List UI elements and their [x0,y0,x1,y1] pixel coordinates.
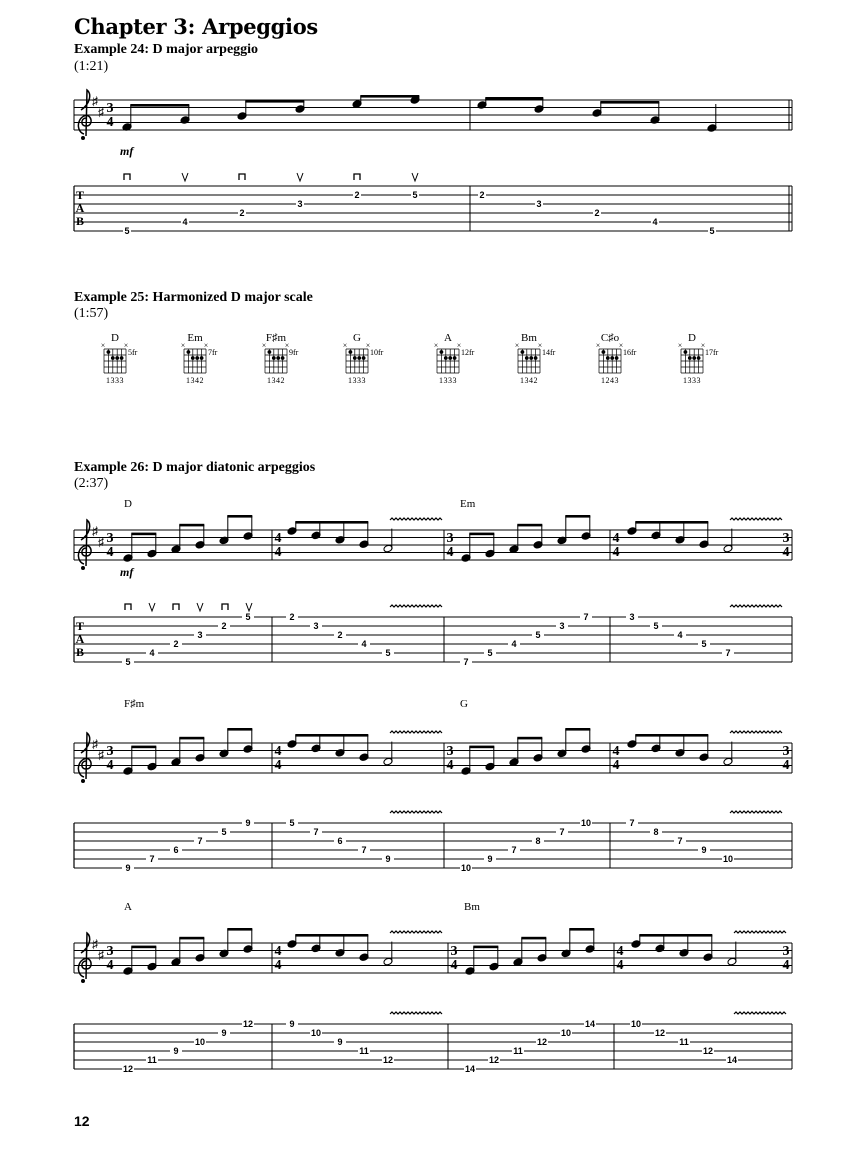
muted-string-mark: × [342,341,348,350]
finger-dot [606,356,610,360]
time-signature-bottom: 4 [612,758,620,773]
tab-fret-number: 7 [559,827,565,837]
vibrato-mark [734,931,786,933]
tab-fret-number: 9 [385,854,391,864]
finger-dot [107,350,111,354]
tab-fret-number: 12 [382,1055,394,1065]
finger-dot [120,356,124,360]
time-signature-top: 3 [106,744,114,759]
time-signature-top: 4 [274,944,282,959]
time-signature-top: 4 [612,744,620,759]
note-beam [635,521,708,524]
chord-diagram [343,341,384,385]
fret-position-label: 17fr [705,348,719,357]
vibrato-mark [390,518,442,520]
tab-fret-number: 5 [385,648,391,658]
tab-fret-number: 14 [464,1064,476,1074]
finger-dot [688,356,692,360]
tab-fret-number: 12 [122,1064,134,1074]
time-signature-top: 3 [782,944,790,959]
downstroke-mark [125,604,131,610]
example-24-time: (1:21) [74,59,109,74]
finger-dot [615,356,619,360]
tab-fret-number: 6 [337,836,343,846]
key-signature-sharp: ♯ [92,937,98,951]
arpeggio-chord-name: Em [460,498,476,510]
tab-clef-letter: A [75,632,85,646]
treble-clef-shape [78,90,91,136]
upstroke-mark [412,173,418,181]
tab-fret-number: 7 [511,845,517,855]
time-signature-bottom: 4 [612,545,620,560]
tab-fret-number: 2 [289,612,295,622]
finger-dot [268,350,272,354]
tab-fret-number: 5 [709,226,715,236]
vibrato-mark [390,731,442,733]
note-beam [473,946,498,949]
note-beam [469,533,494,536]
tab-fret-number: 4 [652,217,658,227]
finger-dot [448,356,452,360]
time-signature-top: 3 [106,531,114,546]
note-beam [131,946,156,949]
tab-clef-letter: B [75,214,85,228]
note-beam [295,521,368,524]
vibrato-mark [390,931,442,933]
tab-fret-number: 9 [701,845,707,855]
arpeggio-chord-name: A [124,901,132,913]
muted-string-mark: × [100,341,106,350]
example-25-title: Example 25: Harmonized D major scale [74,290,313,305]
time-signature-bottom: 4 [450,958,458,973]
finger-dot [115,356,119,360]
finger-dot [349,350,353,354]
tab-fret-number: 4 [677,630,683,640]
treble-clef-tail [81,779,85,783]
fret-position-label: 9fr [289,348,299,357]
note-beam [245,100,304,103]
note-beam [600,101,659,104]
note-beam [295,734,368,737]
upstroke-mark [182,173,188,181]
upstroke-mark [149,603,155,611]
note-beam [639,934,712,937]
vibrato-mark [734,1012,786,1014]
chord-fingering: 1342 [267,376,285,385]
finger-dot [692,356,696,360]
tab-fret-number: 10 [310,1028,322,1038]
time-signature-bottom: 4 [446,545,454,560]
finger-dot [525,356,529,360]
muted-string-mark: × [261,341,267,350]
treble-clef-tail [81,979,85,983]
key-signature-sharp: ♯ [92,737,98,751]
chord-name: Bm [521,332,537,344]
muted-string-mark: × [433,341,439,350]
time-signature-bottom: 4 [106,545,114,560]
time-signature-bottom: 4 [106,115,114,130]
upstroke-mark [297,173,303,181]
fret-position-label: 5fr [128,348,138,357]
note-beam [485,97,543,100]
finger-dot [191,356,195,360]
chord-name: C♯o [600,332,620,344]
downstroke-mark [354,174,360,180]
vibrato-mark [730,518,782,520]
finger-dot [529,356,533,360]
note-beam [517,524,542,527]
time-signature-top: 3 [450,944,458,959]
time-signature-top: 4 [274,744,282,759]
arpeggio-chord-name: F♯m [124,698,145,710]
tab-fret-number: 5 [701,639,707,649]
treble-clef-tail [81,566,85,570]
tab-fret-number: 3 [559,621,565,631]
muted-string-mark: × [595,341,601,350]
tab-fret-number: 3 [197,630,203,640]
note-beam [131,746,156,749]
time-signature-top: 4 [612,531,620,546]
tab-fret-number: 3 [629,612,635,622]
muted-string-mark: × [700,341,706,350]
time-signature-bottom: 4 [274,758,282,773]
page-number: 12 [74,1113,90,1129]
tab-fret-number: 12 [654,1028,666,1038]
time-signature-top: 3 [782,531,790,546]
chord-name: D [111,332,119,344]
fret-position-label: 12fr [461,348,475,357]
muted-string-mark: × [618,341,624,350]
finger-dot [444,356,448,360]
time-signature-top: 3 [106,101,114,116]
tab-fret-number: 5 [653,621,659,631]
note-beam [179,937,204,940]
tab-fret-number: 7 [629,818,635,828]
fret-position-label: 16fr [623,348,637,357]
arpeggio-chord-name: Bm [464,901,480,913]
vibrato-mark [390,811,442,813]
tab-fret-number: 2 [479,190,485,200]
chord-diagram [515,341,556,385]
tab-fret-number: 9 [337,1037,343,1047]
chord-diagram [596,341,637,385]
finger-dot [276,356,280,360]
chord-diagram [262,341,299,385]
treble-clef-shape [78,933,91,979]
tab-fret-number: 8 [535,836,541,846]
time-signature-bottom: 4 [446,758,454,773]
tab-fret-number: 7 [197,836,203,846]
tab-fret-number: 11 [147,1055,157,1065]
finger-dot [684,350,688,354]
tab-fret-number: 3 [297,199,303,209]
tab-fret-number: 5 [535,630,541,640]
muted-string-mark: × [203,341,209,350]
treble-clef-tail [81,136,85,140]
example-26-time: (2:37) [74,476,109,491]
chord-fingering: 1342 [520,376,538,385]
tab-fret-number: 6 [173,845,179,855]
tab-fret-number: 7 [361,845,367,855]
tab-fret-number: 12 [488,1055,500,1065]
finger-dot [281,356,285,360]
finger-dot [357,356,361,360]
example-26-title: Example 26: D major diatonic arpeggios [74,460,316,475]
note-beam [517,737,542,740]
vibrato-mark [730,811,782,813]
finger-dot [440,350,444,354]
tab-fret-number: 4 [149,648,155,658]
note-beam [469,746,494,749]
tab-fret-number: 2 [239,208,245,218]
chord-diagram [434,341,475,385]
tab-fret-number: 5 [245,612,251,622]
dynamic-marking: mf [120,565,134,579]
finger-dot [697,356,701,360]
chord-diagram [181,341,218,385]
chord-name: Em [187,332,203,344]
chord-name: A [444,332,452,344]
note-beam [131,533,156,536]
tab-fret-number: 2 [594,208,600,218]
upstroke-mark [197,603,203,611]
muted-string-mark: × [677,341,683,350]
muted-string-mark: × [123,341,129,350]
tab-fret-number: 7 [583,612,589,622]
vibrato-mark [390,605,442,607]
vibrato-mark [390,1012,442,1014]
muted-string-mark: × [456,341,462,350]
tab-fret-number: 5 [124,226,130,236]
key-signature-sharp: ♯ [98,535,104,549]
tab-fret-number: 11 [679,1037,689,1047]
tab-fret-number: 4 [361,639,367,649]
tab-fret-number: 10 [194,1037,206,1047]
treble-clef-shape [78,733,91,779]
finger-dot [362,356,366,360]
key-signature-sharp: ♯ [98,748,104,762]
tab-fret-number: 7 [313,827,319,837]
time-signature-top: 4 [274,531,282,546]
tab-fret-number: 9 [245,818,251,828]
finger-dot [200,356,204,360]
tab-fret-number: 9 [221,1028,227,1038]
note-beam [565,515,590,518]
key-signature-sharp: ♯ [92,524,98,538]
tab-clef-letter: B [75,645,85,659]
note-beam [227,515,252,518]
muted-string-mark: × [284,341,290,350]
downstroke-mark [173,604,179,610]
muted-string-mark: × [537,341,543,350]
chord-name: D [688,332,696,344]
tab-fret-number: 10 [580,818,592,828]
chord-fingering: 1333 [439,376,457,385]
tab-fret-number: 7 [463,657,469,667]
tab-fret-number: 5 [412,190,418,200]
fret-position-label: 14fr [542,348,556,357]
key-signature-sharp: ♯ [92,94,98,108]
key-signature-sharp: ♯ [98,948,104,962]
tab-fret-number: 2 [173,639,179,649]
finger-dot [534,356,538,360]
tab-fret-number: 12 [536,1037,548,1047]
tab-fret-number: 9 [173,1046,179,1056]
time-signature-top: 3 [446,531,454,546]
tab-fret-number: 10 [460,863,472,873]
chord-fingering: 1342 [186,376,204,385]
tab-clef-letter: T [75,188,85,202]
note-beam [130,104,189,107]
tab-fret-number: 9 [289,1019,295,1029]
tab-fret-number: 12 [242,1019,254,1029]
chord-name: G [353,332,361,344]
time-signature-bottom: 4 [782,758,790,773]
time-signature-bottom: 4 [106,958,114,973]
finger-dot [521,350,525,354]
tab-fret-number: 10 [722,854,734,864]
time-signature-top: 3 [782,744,790,759]
vibrato-mark [730,731,782,733]
arpeggio-chord-name: D [124,498,132,510]
tab-fret-number: 4 [182,217,188,227]
time-signature-top: 4 [616,944,624,959]
example-24-title: Example 24: D major arpeggio [74,42,259,57]
time-signature-bottom: 4 [782,545,790,560]
arpeggio-chord-name: G [460,698,468,710]
finger-dot [272,356,276,360]
time-signature-bottom: 4 [274,545,282,560]
tab-fret-number: 9 [125,863,131,873]
chord-fingering: 1333 [683,376,701,385]
chord-fingering: 1333 [348,376,366,385]
time-signature-top: 3 [106,944,114,959]
treble-clef-shape [78,520,91,566]
chord-name: F♯m [265,332,287,344]
tab-clef-letter: T [75,619,85,633]
note-beam [295,934,368,937]
tab-fret-number: 4 [511,639,517,649]
tab-fret-number: 10 [560,1028,572,1038]
downstroke-mark [239,174,245,180]
tab-fret-number: 2 [221,621,227,631]
tab-fret-number: 14 [584,1019,596,1029]
tab-fret-number: 7 [149,854,155,864]
note-beam [179,737,204,740]
tab-fret-number: 8 [653,827,659,837]
tab-fret-number: 11 [359,1046,369,1056]
tab-fret-number: 9 [487,854,493,864]
time-signature-top: 3 [446,744,454,759]
tab-fret-number: 12 [702,1046,714,1056]
muted-string-mark: × [514,341,520,350]
finger-dot [195,356,199,360]
example-25-time: (1:57) [74,306,109,321]
tab-fret-number: 5 [289,818,295,828]
chapter-title: Chapter 3: Arpeggios [74,14,318,39]
tab-fret-number: 5 [221,827,227,837]
fret-position-label: 7fr [208,348,218,357]
time-signature-bottom: 4 [106,758,114,773]
note-beam [227,928,252,931]
tab-fret-number: 2 [337,630,343,640]
fret-position-label: 10fr [370,348,384,357]
chord-fingering: 1333 [106,376,124,385]
tab-fret-number: 3 [536,199,542,209]
finger-dot [453,356,457,360]
time-signature-bottom: 4 [782,958,790,973]
finger-dot [111,356,115,360]
note-beam [565,728,590,731]
tab-fret-number: 14 [726,1055,738,1065]
vibrato-mark [730,605,782,607]
tab-fret-number: 10 [630,1019,642,1029]
time-signature-bottom: 4 [616,958,624,973]
dynamic-marking: mf [120,144,134,158]
finger-dot [187,350,191,354]
key-signature-sharp: ♯ [98,105,104,119]
tab-clef-letter: A [75,201,85,215]
time-signature-bottom: 4 [274,958,282,973]
tab-fret-number: 11 [513,1046,523,1056]
tab-fret-number: 7 [677,836,683,846]
note-beam [569,928,594,931]
chord-diagram [101,341,138,385]
chord-fingering: 1243 [601,376,619,385]
upstroke-mark [246,603,252,611]
finger-dot [353,356,357,360]
note-beam [227,728,252,731]
muted-string-mark: × [180,341,186,350]
note-beam [360,95,419,98]
downstroke-mark [222,604,228,610]
note-beam [635,734,708,737]
note-beam [521,937,546,940]
finger-dot [602,350,606,354]
tab-fret-number: 7 [725,648,731,658]
note-beam [179,524,204,527]
chord-diagram [678,341,719,385]
finger-dot [610,356,614,360]
downstroke-mark [124,174,130,180]
tab-fret-number: 5 [125,657,131,667]
tab-fret-number: 3 [313,621,319,631]
tab-fret-number: 5 [487,648,493,658]
muted-string-mark: × [365,341,371,350]
tab-fret-number: 2 [354,190,360,200]
